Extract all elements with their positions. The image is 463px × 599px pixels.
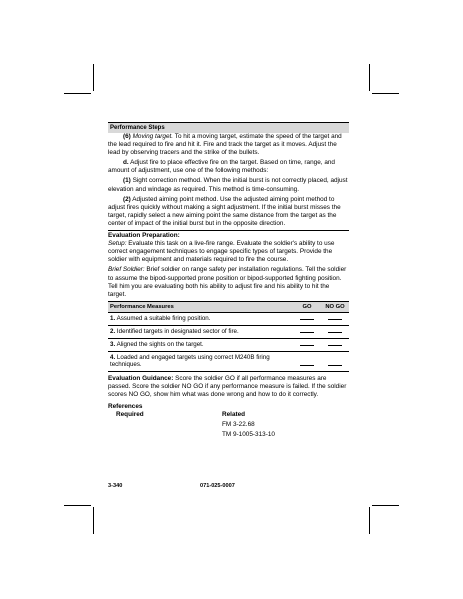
step-6: (6) Moving target. To hit a moving target, estimate the speed of the target and the lead required to fire and hit it. Fire and track the target as it moves. Adjust the lead by observing tracers and the strike of the bullets. (108, 133, 342, 157)
evaluation-preparation-title: Evaluation Preparation: (108, 232, 180, 240)
related-reference: TM 9-1005-313-10 (222, 431, 275, 439)
no-go-blank[interactable] (321, 338, 349, 351)
crop-mark (372, 93, 399, 94)
table-row (108, 325, 349, 338)
divider (108, 230, 349, 231)
table-row (108, 351, 349, 371)
measure-text: 1. Assumed a suitable firing position. (108, 312, 293, 325)
step-d-2: (2) Adjusted aiming point method. Use the adjusted aiming point method to adjust fires quickly without making a sight adjustment. If the initial burst misses the target, rapidly select a new aiming point the same distance from the target as the center of impact of the initial burst but in the opposite direction. (108, 195, 341, 227)
references-section (108, 403, 349, 439)
performance-measures-table (108, 301, 349, 372)
no-go-header: NO GO (321, 301, 349, 312)
references-header-row (108, 411, 349, 419)
measure-text: 2. Identified targets in designated sector of fire. (108, 325, 293, 338)
go-blank[interactable] (293, 338, 321, 351)
crop-mark (369, 64, 370, 91)
task-number: 071-025-0007 (200, 483, 235, 489)
performance-steps-header: Performance Steps (108, 122, 349, 133)
go-blank[interactable] (293, 325, 321, 338)
references-title: References (108, 403, 143, 411)
step-d: d. Adjust fire to place effective fire on the target. Based on time, range, and amount of adjustment, use one of the following methods: (108, 159, 335, 175)
performance-measures-header: Performance Measures (108, 301, 293, 312)
document-page (108, 122, 349, 440)
table-row (108, 338, 349, 351)
evaluation-guidance-paragraph: Evaluation Guidance: Score the soldier GO if all performance measures are passed. Score the soldier NO GO if any performance measure is failed. If the soldier scores NO GO, show him what was done wrong and how to do it correctly. (108, 374, 347, 399)
table-row (108, 312, 349, 325)
related-label: Related (222, 411, 246, 419)
page-number: 3-340 (108, 483, 123, 489)
brief-soldier-paragraph: Brief Soldier: Brief soldier on range safety per installation regulations. Tell the soldier to assume the bipod-supported prone position or bipod-supported fighting position. Tell him you are evaluating both his ability to adjust fire and his ability to hit the target. (108, 266, 347, 298)
crop-mark (93, 64, 94, 91)
setup-paragraph: Setup: Evaluate this task on a live-fire range. Evaluate the soldier's ability to use correct engagement techniques to engage specific types of targets. Provide the soldier with equipment and materials required to fire the course. (108, 240, 335, 264)
related-reference: FM 3-22.68 (222, 421, 255, 429)
go-blank[interactable] (293, 351, 321, 371)
crop-mark (64, 505, 91, 506)
step-d-1: (1) Sight correction method. When the initial burst is not correctly placed, adjust elevation and windage as required. This method is time-consuming. (108, 177, 348, 193)
crop-mark (372, 505, 399, 506)
crop-mark (369, 507, 370, 534)
required-label: Required (116, 411, 144, 419)
reference-row (108, 421, 349, 429)
no-go-blank[interactable] (321, 351, 349, 371)
measure-text: 3. Aligned the sights on the target. (108, 338, 293, 351)
measure-text: 4. Loaded and engaged targets using correct M240B firing techniques. (108, 351, 293, 371)
crop-mark (64, 93, 91, 94)
go-header: GO (293, 301, 321, 312)
no-go-blank[interactable] (321, 312, 349, 325)
crop-mark (93, 507, 94, 534)
no-go-blank[interactable] (321, 325, 349, 338)
reference-row (108, 431, 349, 439)
table-header-row (108, 301, 349, 312)
go-blank[interactable] (293, 312, 321, 325)
